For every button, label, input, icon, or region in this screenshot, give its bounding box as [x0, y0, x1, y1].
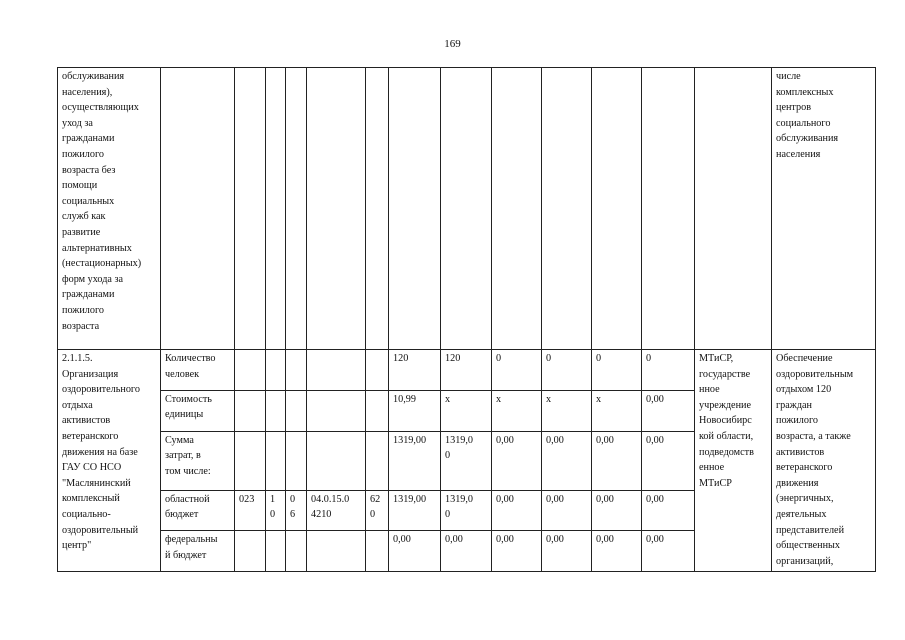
csr-code: 04.0.15.0 4210	[307, 490, 366, 531]
pr-code: 0 6	[286, 490, 307, 531]
empty-cell	[542, 68, 592, 350]
value-cell: 0	[592, 350, 642, 391]
continuation-result-cell: числе комплексных центров социального обслуживания населения	[772, 68, 876, 350]
value-cell: 0,00	[492, 431, 542, 490]
grbs-code: 023	[235, 490, 266, 531]
value-cell: 0,00	[592, 431, 642, 490]
empty-cell	[366, 431, 389, 490]
empty-cell	[266, 68, 286, 350]
rz-code: 1 0	[266, 490, 286, 531]
value-cell: 0,00	[642, 490, 695, 531]
page-number: 169	[444, 38, 461, 50]
value-cell: х	[441, 390, 492, 431]
value-cell: 0,00	[592, 490, 642, 531]
empty-cell	[235, 531, 266, 572]
row-label: Сумма затрат, в том числе:	[161, 431, 235, 490]
empty-cell	[695, 68, 772, 350]
value-cell: 120	[389, 350, 441, 391]
empty-cell	[266, 390, 286, 431]
empty-cell	[492, 68, 542, 350]
empty-cell	[366, 390, 389, 431]
empty-cell	[286, 68, 307, 350]
value-cell: 0,00	[441, 531, 492, 572]
value-cell: 1319,0 0	[441, 431, 492, 490]
value-cell: 1319,00	[389, 490, 441, 531]
value-cell: 10,99	[389, 390, 441, 431]
empty-cell	[161, 68, 235, 350]
empty-cell	[389, 68, 441, 350]
empty-cell	[266, 350, 286, 391]
empty-cell	[307, 350, 366, 391]
row-label: Количество человек	[161, 350, 235, 391]
value-cell: 0	[642, 350, 695, 391]
empty-cell	[266, 531, 286, 572]
row-label: федеральны й бюджет	[161, 531, 235, 572]
value-cell: 120	[441, 350, 492, 391]
empty-cell	[286, 531, 307, 572]
quantity-row	[58, 350, 876, 391]
empty-cell	[366, 68, 389, 350]
empty-cell	[307, 531, 366, 572]
row-label: областной бюджет	[161, 490, 235, 531]
value-cell: 0	[542, 350, 592, 391]
value-cell: 0,00	[642, 431, 695, 490]
empty-cell	[266, 431, 286, 490]
budget-table	[57, 67, 876, 572]
continuation-row	[58, 68, 876, 350]
empty-cell	[235, 390, 266, 431]
empty-cell	[235, 431, 266, 490]
value-cell: 0,00	[592, 531, 642, 572]
value-cell: х	[492, 390, 542, 431]
value-cell: 0,00	[492, 490, 542, 531]
value-cell: 0,00	[642, 390, 695, 431]
continuation-activity-cell: обслуживания населения), осуществляющих уход за гражданами пожилого возраста без помощи социальных служб как развитие альтернативных (нестационарных) форм ухода за гражданами пожилого возраста	[58, 68, 161, 350]
executor-cell: МТиСР, государстве нное учреждение Новосибирс кой области, подведомств енное МТиСР	[695, 350, 772, 572]
empty-cell	[366, 531, 389, 572]
empty-cell	[642, 68, 695, 350]
expected-result-cell: Обеспечение оздоровительным отдыхом 120 граждан пожилого возраста, а также активистов ветеранского движения (энергичных, деятельных представителей общественных организаций,	[772, 350, 876, 572]
value-cell: 0	[492, 350, 542, 391]
empty-cell	[235, 68, 266, 350]
value-cell: 0,00	[389, 531, 441, 572]
value-cell: 0,00	[642, 531, 695, 572]
value-cell: х	[592, 390, 642, 431]
value-cell: х	[542, 390, 592, 431]
empty-cell	[286, 431, 307, 490]
vr-code: 62 0	[366, 490, 389, 531]
value-cell: 0,00	[542, 531, 592, 572]
value-cell: 1319,00	[389, 431, 441, 490]
empty-cell	[307, 68, 366, 350]
value-cell: 1319,0 0	[441, 490, 492, 531]
empty-cell	[286, 350, 307, 391]
empty-cell	[441, 68, 492, 350]
value-cell: 0,00	[492, 531, 542, 572]
activity-name-cell: 2.1.1.5. Организация оздоровительного отдыха активистов ветеранского движения на базе ГАУ СО НСО "Маслянинский комплексный социально- оздоровительный центр"	[58, 350, 161, 572]
empty-cell	[307, 431, 366, 490]
empty-cell	[235, 350, 266, 391]
row-label: Стоимость единицы	[161, 390, 235, 431]
value-cell: 0,00	[542, 431, 592, 490]
value-cell: 0,00	[542, 490, 592, 531]
empty-cell	[286, 390, 307, 431]
empty-cell	[307, 390, 366, 431]
empty-cell	[366, 350, 389, 391]
empty-cell	[592, 68, 642, 350]
